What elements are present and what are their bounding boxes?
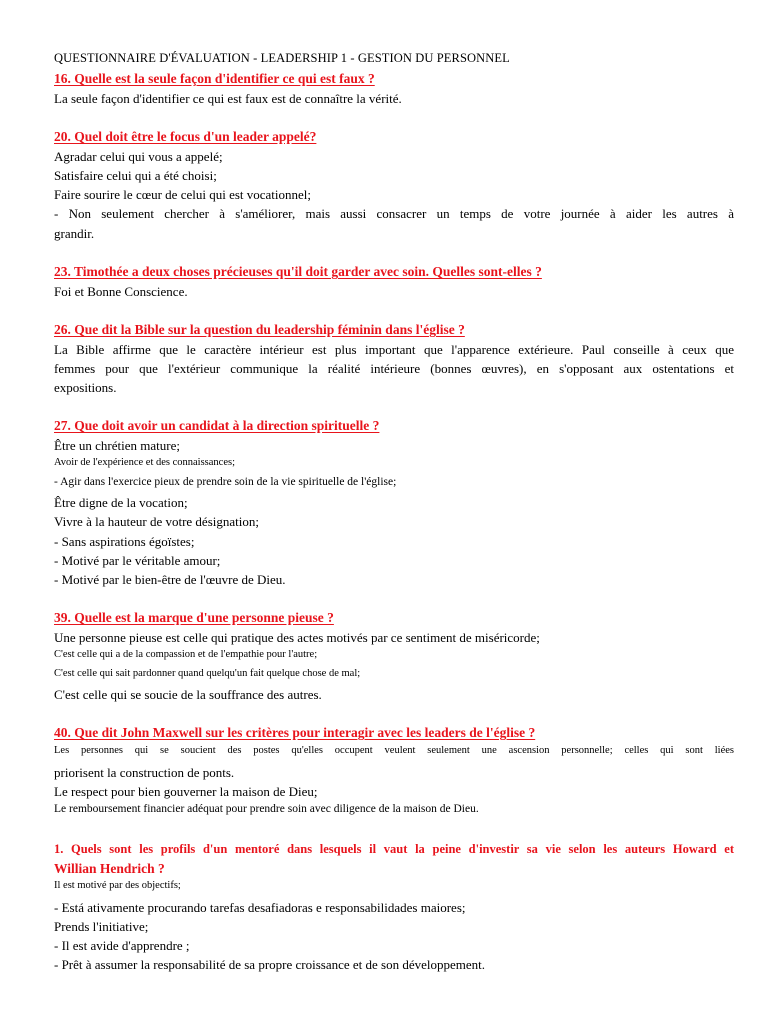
question-26: 26. Que dit la Bible sur la question du leadership féminin dans l'église ? <box>54 322 465 337</box>
answer-line: - Il est avide d'apprendre ; <box>54 938 190 953</box>
answer-line: Vivre à la hauteur de votre désignation; <box>54 514 259 529</box>
question-27: 27. Que doit avoir un candidat à la direction spirituelle ? <box>54 418 380 433</box>
answer-line: - Sans aspirations égoïstes; <box>54 534 195 549</box>
answer-line: Être un chrétien mature; <box>54 438 180 453</box>
answer-line: Être digne de la vocation; <box>54 495 188 510</box>
answer-line: - Motivé par le bien-être de l'œuvre de Dieu. <box>54 572 286 587</box>
answer-line: Prends l'initiative; <box>54 919 149 934</box>
question-1-line-1: 1. Quels sont les profils d'un mentoré dans lesquels il vaut la peine d'investir sa vie selon les auteurs Howard et <box>54 842 734 856</box>
answer-line: Une personne pieuse est celle qui pratique des actes motivés par ce sentiment de miséricorde; <box>54 630 540 645</box>
question-39: 39. Quelle est la marque d'une personne pieuse ? <box>54 610 334 625</box>
answer-line: - Está ativamente procurando tarefas desafiadoras e responsabilidades maiores; <box>54 900 466 915</box>
answer-line: La Bible affirme que le caractère intérieur est plus important que l'apparence extérieure. Paul conseille à ceux que <box>54 342 734 357</box>
question-23: 23. Timothée a deux choses précieuses qu'il doit garder avec soin. Quelles sont-elles ? <box>54 264 542 279</box>
answer-line: La seule façon d'identifier ce qui est faux est de connaître la vérité. <box>54 91 402 106</box>
answer-line: C'est celle qui se soucie de la souffrance des autres. <box>54 687 322 702</box>
answer-line: priorisent la construction de ponts. <box>54 765 235 780</box>
answer-line: femmes pour que l'extérieur communique la réalité intérieure (bonnes œuvres), en s'opposant aux ostentations et <box>54 361 734 376</box>
answer-line: - Prêt à assumer la responsabilité de sa propre croissance et de son développement. <box>54 957 486 972</box>
answer-line: Les personnes qui se soucient des postes qu'elles occupent veulent seulement une ascension personnelle; celles qui sont liées <box>54 745 734 756</box>
answer-line: Le remboursement financier adéquat pour prendre soin avec diligence de la maison de Dieu. <box>54 803 479 815</box>
answer-line: - Agir dans l'exercice pieux de prendre soin de la vie spirituelle de l'église; <box>54 476 397 488</box>
question-40: 40. Que dit John Maxwell sur les critères pour interagir avec les leaders de l'église ? <box>54 725 536 740</box>
document-header: QUESTIONNAIRE D'ÉVALUATION - LEADERSHIP 1 - GESTION DU PERSONNEL <box>54 51 510 65</box>
answer-line: expositions. <box>54 380 117 395</box>
answer-line: Le respect pour bien gouverner la maison de Dieu; <box>54 784 318 799</box>
answer-line: Faire sourire le cœur de celui qui est vocationnel; <box>54 187 312 202</box>
answer-line: grandir. <box>54 226 95 241</box>
question-20: 20. Quel doit être le focus d'un leader appelé? <box>54 129 317 144</box>
answer-line: Il est motivé par des objectifs; <box>54 880 181 891</box>
answer-line: C'est celle qui a de la compassion et de l'empathie pour l'autre; <box>54 649 318 660</box>
answer-line: - Non seulement chercher à s'améliorer, mais aussi consacrer un temps de votre journée à aider les autres à <box>54 206 734 221</box>
question-16: 16. Quelle est la seule façon d'identifier ce qui est faux ? <box>54 71 375 86</box>
question-1-line-2: Willian Hendrich ? <box>54 861 165 876</box>
answer-line: - Motivé par le véritable amour; <box>54 553 221 568</box>
answer-line: Avoir de l'expérience et des connaissances; <box>54 457 235 468</box>
answer-line: C'est celle qui sait pardonner quand quelqu'un fait quelque chose de mal; <box>54 668 361 679</box>
answer-line: Satisfaire celui qui a été choisi; <box>54 168 217 183</box>
answer-line: Foi et Bonne Conscience. <box>54 284 188 299</box>
answer-line: Agradar celui qui vous a appelé; <box>54 149 223 164</box>
